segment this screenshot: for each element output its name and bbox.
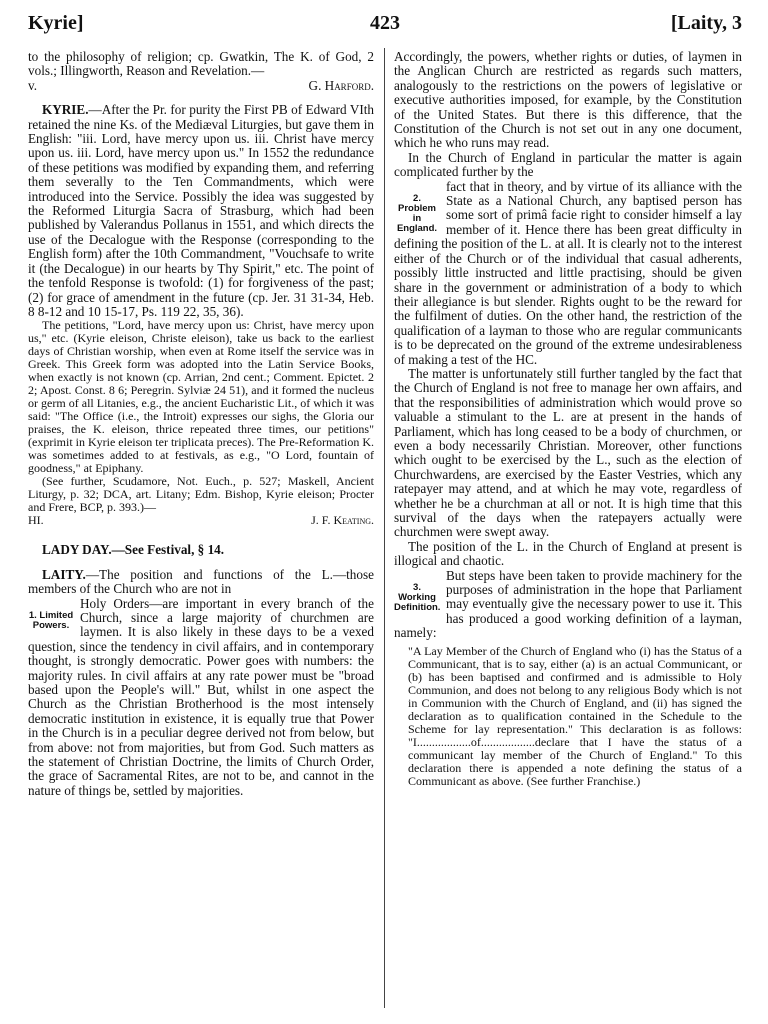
running-header (28, 12, 742, 40)
kyrie-paragraph-3: (See further, Scudamore, Not. Euch., p. 527; Maskell, Ancient Liturgy, p. 32; DCA, art. Litany; Edm. Bishop, Kyrie eleison; Procter and Frere, BCP, p. 393.)— (28, 474, 374, 515)
lay-member-definition-quote: "A Lay Member of the Church of England who (i) has the Status of a Communicant, that is to say, either (a) is an actual Communicant, or (b) has been baptised and confirmed and is admissible to Holy Communion, and does not belong to any religious Body which is not in Communion with the Church of England, and (ii) has signed the declaration as to qualification contained in the Schedule to the Scheme for lay representation." This declaration is as follows: "I..................of..................declare that I have the status of a communicant lay member of the Church of England." To this declaration there is appended a note defining the status of a Communicant as above. (See further Franchise.) (408, 643, 742, 788)
sidenote-problem-in-england: 2. Problem in England. (396, 192, 438, 234)
signature-initial: v. (28, 77, 38, 93)
kyrie-signature-line (28, 514, 374, 527)
laity-heading: LAITY. (42, 566, 86, 582)
right-column (394, 50, 742, 1014)
laity-paragraph-england-body: fact that in theory, and by virtue of its alliance with the State as a National Church, any baptised person has some sort of primâ facie right to consider himself a lay member of it. Hence there has been great difficulty in defining the position of the L. at all. It is clearly not to the interest either of the Church or of the individual that casual adherents, possibly little instructed and little practising, should be given share in the government or administration of a body to which their allegiance is but slender. Rights ought to be the reward for the fulfilment of duties. On the other hand, the restriction of the qualification of a layman to those who are regular communicants is to be deprecated on the ground of the extreme undesirableness of making a test of the HC. (394, 178, 742, 367)
kyrie-heading: KYRIE. (42, 102, 89, 118)
kyrie-paragraph-2: The petitions, "Lord, have mercy upon us: Christ, have mercy upon us," etc. (Kyrie eleison, Christe eleison), take us back to the earliest days of Christian worship, when even at Rome itself the service was in Greek. This Greek form was adopted into the Latin Service Books, when exactly is not known (cp. Arrian, 2nd cent.; Comment. Epictet. 2 2; Apost. Const. 8 6; Peregrin. Sylviæ 24 51), and it formed the nucleus or germ of all Litanies, e.g., the ancient Eucharistic Lit., of which it was said: "The Office (i.e., the Introit) expresses our sighs, the Gloria our praises, the K. eleison, thrice repeated three times, our petitions" (exprimit in Kyrie eleison ter triplicata preces). The Pre-Reformation K. was sometimes added to at festivals, as e.g., "O Lord, fountain of goodness," at Epiphany. (28, 318, 374, 476)
page-number: 423 (370, 12, 400, 34)
signature-line (28, 79, 374, 93)
kyrie-signature-initial: HI. (28, 513, 44, 528)
laity-paragraph-body: Holy Orders—are important in every branch of the Church, since a large majority of churchmen are laymen. It is also likely in these days to be a vexed question, since the tendency in civil affairs, and in contemporary thought, is strongly democratic. Power goes with numbers: the majority rules. In civil affairs at any rate power must be "broad based upon the People's will." But, whilst in one aspect the Church as the Christian Brotherhood is the most intensely democratic institution in existence, it is equally true that Power in the Church is in a peculiar degree derived not from below, but from above: not from majorities, but from God. Such matters as the statement of Christian Doctrine, the limits of Church Order, the grace of Sacramental Rites, are not to be, and cannot in the nature of things be, settled by majorities. (28, 595, 374, 798)
laity-paragraph-accordingly: Accordingly, the powers, whether rights or duties, of laymen in the Anglican Church are restricted as regards such matters, analogously to the restrictions on the powers of legislative or executive authorities imposed, for example, by the Constitution of the United States. But there is this difference, that the Constitution of the Church is not set out in any one document, which he who runs may read. (394, 50, 742, 151)
header-left-title: Kyrie] (28, 12, 84, 34)
laity-paragraph-steps: But steps have been taken to provide machinery for the purposes of administration in the hope that Parliament may eventually give the necessary power to use it. This has produced a good working definition of a layman, namely: (394, 567, 742, 641)
kyrie-signature-author: J. F. Keating. (311, 513, 374, 528)
signature-author: G. Harford. (308, 77, 374, 93)
laity-paragraph-position: The position of the L. in the Church of England at present is illogical and chaotic. (394, 538, 742, 569)
left-column (28, 50, 374, 1014)
sidenote-working-definition: 3. Working Definition. (394, 581, 441, 613)
header-right-title: [Laity, 3 (670, 12, 742, 34)
column-divider (384, 48, 385, 1008)
laity-text-intro: —The position and functions of the L.—those members of the Church who are not in (28, 566, 374, 597)
laity-paragraph-tangled: The matter is unfortunately still further tangled by the fact that the Church of England is not free to manage her own affairs, and that the responsibilities of administration which would prove so valuable a stimulant to the L. are at present in the hands of Parliament, which has long ceased to be a body of churchmen, or even a body necessarily Christian. Moreover, other functions which ought to be exercised by the L., such as the election of Churchwardens, are exercised by the Easter Vestries, which any ratepayer may attend, and at which he may vote, regardless of whether he be a churchman at all or not. It is high time that this survival of the days when the ratepayers actually were churchmen were swept away. (394, 365, 742, 540)
laity-paragraph-england-intro: In the Church of England in particular the matter is again complicated further by the (394, 149, 742, 180)
kyrie-paragraph-1 (28, 103, 374, 319)
continuation-paragraph: to the philosophy of religion; cp. Gwatkin, The K. of God, 2 vols.; Illingworth, Reason and Revelation.— (28, 50, 374, 79)
sidenote-limited-powers: 1. Limited Powers. (28, 609, 74, 631)
lady-day-entry: LADY DAY.—See Festival, § 14. (42, 542, 225, 558)
laity-paragraph-intro (28, 568, 374, 597)
kyrie-text-1: —After the Pr. for purity the First PB of Edward VIth retained the nine Ks. of the Mediæval Liturgies, but gave them in English: "iii. Lord, have mercy upon us. iii. Christ have mercy upon us. iii. Lord, have mercy upon us." In 1552 the redundance of these petitions was modified by expanding them, and referring them severally to the Ten Commandments, which were introduced into the Service. Possibly the idea was suggested by the Reformed Liturgia Sacra of Strasburg, which had been published by Valerandus Pollanus in 1551, and which directs the use of the Decalogue with the Response (corresponding to the English form) after the 10th Commandment, "Vouchsafe to write it (the Decalogue) in our hearts by Thy Spirit," etc. The point of the tenfold Response is twofold: (1) for forgiveness of the past; (2) for grace of amendment in the future (cp. Jer. 31 31-34, Heb. 8 8-12 and 10 15-17, Ps. 119 22, 35, 36). (28, 102, 374, 319)
